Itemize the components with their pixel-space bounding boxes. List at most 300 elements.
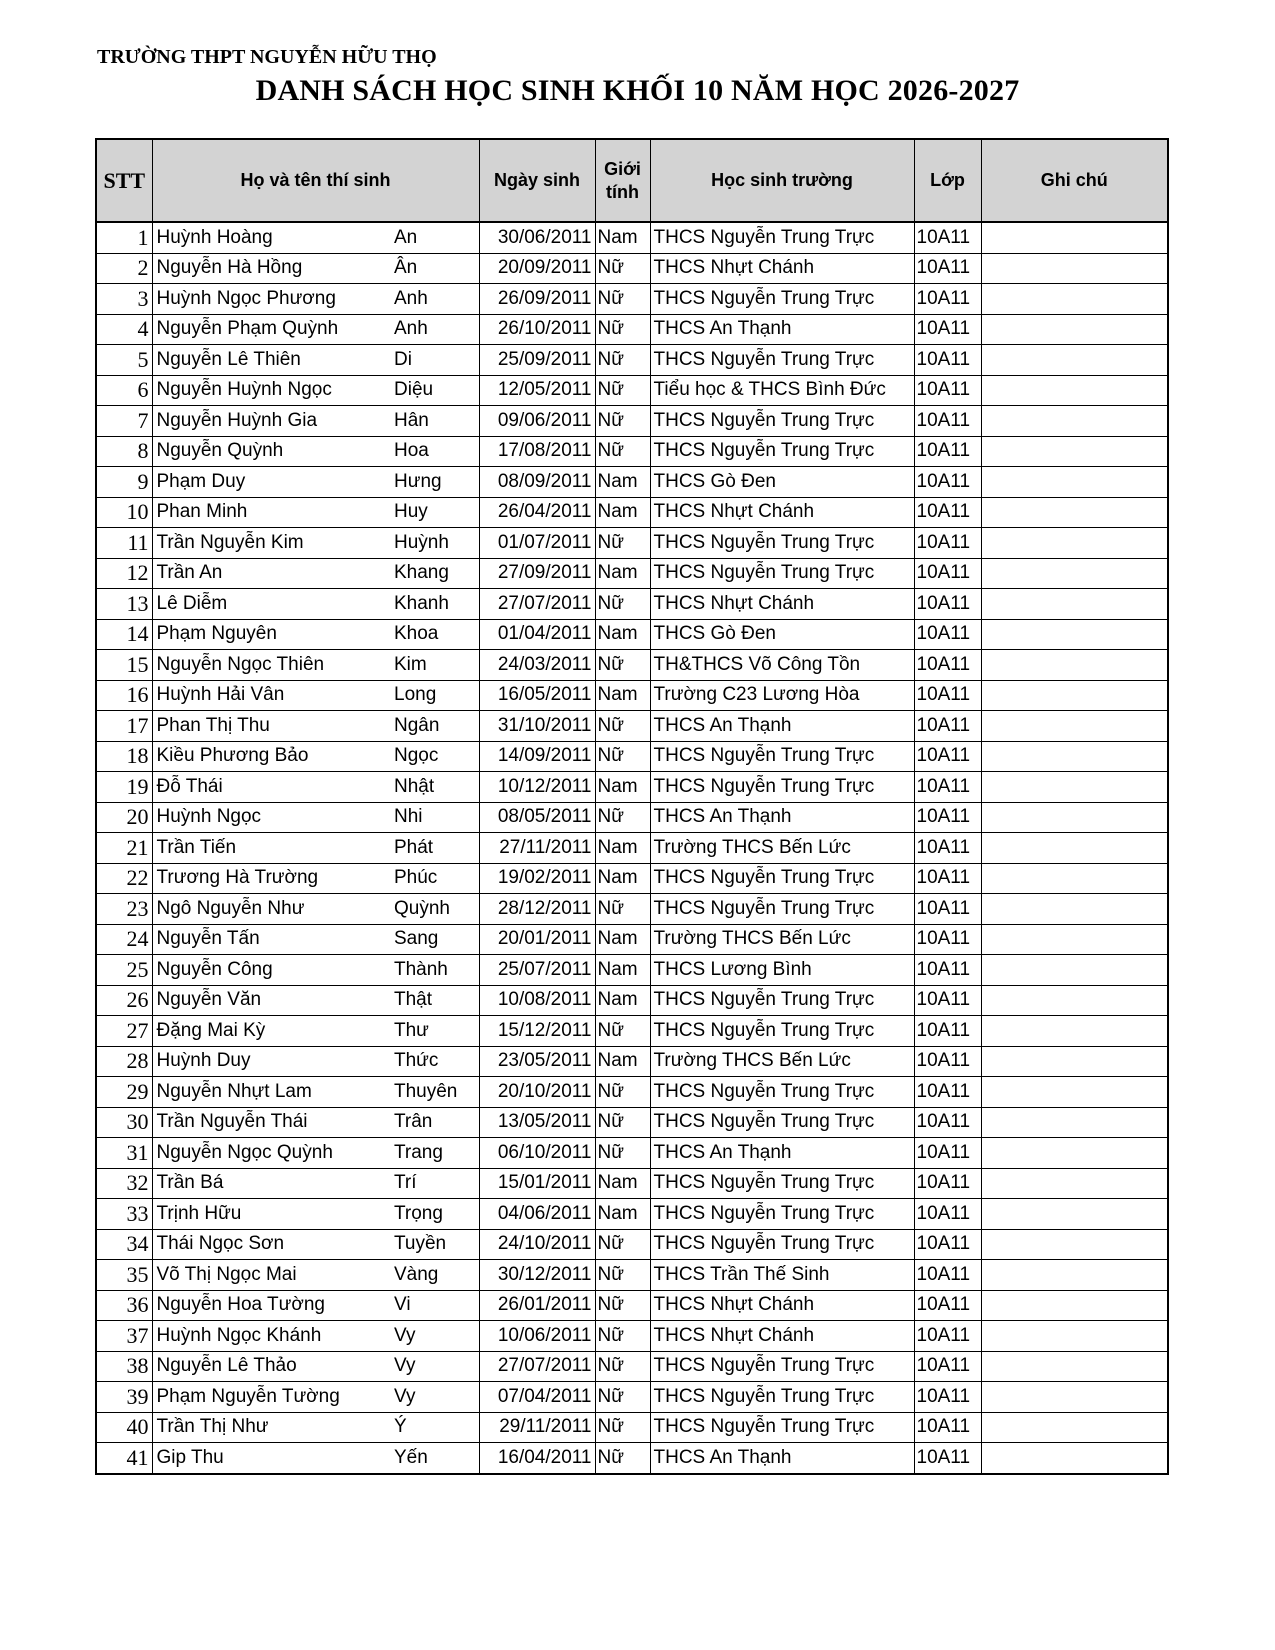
row-number: 36 (96, 1290, 152, 1321)
previous-school: Trường THCS Bến Lức (650, 833, 914, 864)
note (981, 619, 1168, 650)
student-surname: Võ Thị Ngọc Mai (152, 1260, 392, 1291)
row-number: 10 (96, 497, 152, 528)
gender: Nam (595, 924, 650, 955)
table-row (96, 680, 1168, 711)
note (981, 467, 1168, 498)
previous-school: THCS Trần Thế Sinh (650, 1260, 914, 1291)
date-of-birth: 17/08/2011 (479, 436, 595, 467)
note (981, 802, 1168, 833)
note (981, 1351, 1168, 1382)
previous-school: Trường C23 Lương Hòa (650, 680, 914, 711)
gender: Nữ (595, 1290, 650, 1321)
student-given-name: Ý (392, 1412, 479, 1443)
student-surname: Nguyễn Quỳnh (152, 436, 392, 467)
gender: Nam (595, 955, 650, 986)
row-number: 27 (96, 1016, 152, 1047)
student-given-name: Vàng (392, 1260, 479, 1291)
row-number: 6 (96, 375, 152, 406)
gender: Nữ (595, 1107, 650, 1138)
class-name: 10A11 (914, 863, 981, 894)
class-name: 10A11 (914, 650, 981, 681)
date-of-birth: 16/05/2011 (479, 680, 595, 711)
class-name: 10A11 (914, 985, 981, 1016)
class-name: 10A11 (914, 589, 981, 620)
gender: Nữ (595, 589, 650, 620)
table-row (96, 650, 1168, 681)
table-row (96, 1229, 1168, 1260)
student-given-name: Nhi (392, 802, 479, 833)
date-of-birth: 20/01/2011 (479, 924, 595, 955)
previous-school: THCS Gò Đen (650, 619, 914, 650)
student-surname: Nguyễn Công (152, 955, 392, 986)
gender: Nữ (595, 1077, 650, 1108)
previous-school: THCS Nguyễn Trung Trực (650, 985, 914, 1016)
student-given-name: Trân (392, 1107, 479, 1138)
row-number: 22 (96, 863, 152, 894)
student-surname: Nguyễn Ngọc Thiên (152, 650, 392, 681)
student-given-name: Anh (392, 314, 479, 345)
student-surname: Nguyễn Văn (152, 985, 392, 1016)
student-given-name: Trang (392, 1138, 479, 1169)
student-given-name: Thành (392, 955, 479, 986)
previous-school: THCS Nguyễn Trung Trực (650, 1107, 914, 1138)
note (981, 1260, 1168, 1291)
previous-school: THCS Nhựt Chánh (650, 497, 914, 528)
gender: Nữ (595, 741, 650, 772)
date-of-birth: 25/07/2011 (479, 955, 595, 986)
date-of-birth: 14/09/2011 (479, 741, 595, 772)
student-given-name: Thức (392, 1046, 479, 1077)
gender: Nữ (595, 1138, 650, 1169)
row-number: 40 (96, 1412, 152, 1443)
date-of-birth: 24/03/2011 (479, 650, 595, 681)
previous-school: Trường THCS Bến Lức (650, 924, 914, 955)
table-row (96, 1382, 1168, 1413)
note (981, 711, 1168, 742)
student-given-name: Ngân (392, 711, 479, 742)
date-of-birth: 20/10/2011 (479, 1077, 595, 1108)
table-row (96, 1443, 1168, 1474)
table-row (96, 1138, 1168, 1169)
note (981, 222, 1168, 253)
student-surname: Nguyễn Tấn (152, 924, 392, 955)
gender: Nữ (595, 650, 650, 681)
date-of-birth: 10/08/2011 (479, 985, 595, 1016)
previous-school: THCS Nguyễn Trung Trực (650, 863, 914, 894)
student-surname: Phạm Nguyễn Tường (152, 1382, 392, 1413)
gender: Nam (595, 497, 650, 528)
student-given-name: Ân (392, 253, 479, 284)
date-of-birth: 25/09/2011 (479, 345, 595, 376)
student-surname: Trần Nguyễn Thái (152, 1107, 392, 1138)
row-number: 32 (96, 1168, 152, 1199)
gender: Nam (595, 680, 650, 711)
class-name: 10A11 (914, 375, 981, 406)
class-name: 10A11 (914, 1351, 981, 1382)
class-name: 10A11 (914, 924, 981, 955)
previous-school: THCS Nguyễn Trung Trực (650, 345, 914, 376)
student-given-name: Anh (392, 284, 479, 315)
previous-school: TH&THCS Võ Công Tồn (650, 650, 914, 681)
note (981, 1412, 1168, 1443)
note (981, 1229, 1168, 1260)
student-given-name: Sang (392, 924, 479, 955)
gender: Nữ (595, 284, 650, 315)
gender: Nữ (595, 1351, 650, 1382)
date-of-birth: 30/06/2011 (479, 222, 595, 253)
note (981, 1321, 1168, 1352)
student-surname: Nguyễn Huỳnh Gia (152, 406, 392, 437)
row-number: 34 (96, 1229, 152, 1260)
table-row (96, 711, 1168, 742)
class-name: 10A11 (914, 1168, 981, 1199)
student-surname: Đặng Mai Kỳ (152, 1016, 392, 1047)
table-row (96, 1321, 1168, 1352)
previous-school: THCS Nguyễn Trung Trực (650, 406, 914, 437)
gender: Nữ (595, 1443, 650, 1474)
date-of-birth: 16/04/2011 (479, 1443, 595, 1474)
date-of-birth: 01/07/2011 (479, 528, 595, 559)
row-number: 23 (96, 894, 152, 925)
student-given-name: Khang (392, 558, 479, 589)
header-school: Học sinh trường (650, 139, 914, 222)
student-surname: Đỗ Thái (152, 772, 392, 803)
row-number: 2 (96, 253, 152, 284)
row-number: 1 (96, 222, 152, 253)
student-surname: Huỳnh Ngọc (152, 802, 392, 833)
note (981, 863, 1168, 894)
previous-school: THCS Nguyễn Trung Trực (650, 284, 914, 315)
note (981, 284, 1168, 315)
row-number: 31 (96, 1138, 152, 1169)
table-row (96, 863, 1168, 894)
note (981, 558, 1168, 589)
row-number: 41 (96, 1443, 152, 1474)
date-of-birth: 04/06/2011 (479, 1199, 595, 1230)
table-row (96, 253, 1168, 284)
date-of-birth: 12/05/2011 (479, 375, 595, 406)
student-given-name: Vy (392, 1382, 479, 1413)
note (981, 680, 1168, 711)
table-row (96, 802, 1168, 833)
date-of-birth: 31/10/2011 (479, 711, 595, 742)
table-row (96, 985, 1168, 1016)
note (981, 894, 1168, 925)
table-row (96, 1290, 1168, 1321)
row-number: 25 (96, 955, 152, 986)
date-of-birth: 01/04/2011 (479, 619, 595, 650)
row-number: 35 (96, 1260, 152, 1291)
gender: Nam (595, 985, 650, 1016)
date-of-birth: 26/10/2011 (479, 314, 595, 345)
gender: Nữ (595, 436, 650, 467)
class-name: 10A11 (914, 1107, 981, 1138)
student-given-name: Hưng (392, 467, 479, 498)
row-number: 5 (96, 345, 152, 376)
gender: Nữ (595, 406, 650, 437)
student-given-name: Huỳnh (392, 528, 479, 559)
previous-school: THCS An Thạnh (650, 711, 914, 742)
date-of-birth: 28/12/2011 (479, 894, 595, 925)
previous-school: THCS Nguyễn Trung Trực (650, 1077, 914, 1108)
note (981, 924, 1168, 955)
table-row (96, 1351, 1168, 1382)
note (981, 436, 1168, 467)
class-name: 10A11 (914, 1229, 981, 1260)
gender: Nữ (595, 802, 650, 833)
row-number: 15 (96, 650, 152, 681)
note (981, 406, 1168, 437)
student-given-name: Vi (392, 1290, 479, 1321)
student-given-name: Hân (392, 406, 479, 437)
table-row (96, 467, 1168, 498)
table-row (96, 589, 1168, 620)
class-name: 10A11 (914, 955, 981, 986)
table-row (96, 345, 1168, 376)
table-row (96, 772, 1168, 803)
class-name: 10A11 (914, 1199, 981, 1230)
table-row (96, 1077, 1168, 1108)
note (981, 955, 1168, 986)
header-gender: Giới tính (595, 139, 650, 222)
header-stt: STT (96, 139, 152, 222)
student-given-name: Di (392, 345, 479, 376)
previous-school: THCS Nguyễn Trung Trực (650, 1016, 914, 1047)
row-number: 3 (96, 284, 152, 315)
student-surname: Trương Hà Trường (152, 863, 392, 894)
student-given-name: Tuyền (392, 1229, 479, 1260)
note (981, 1077, 1168, 1108)
date-of-birth: 06/10/2011 (479, 1138, 595, 1169)
header-row (96, 139, 1168, 222)
note (981, 650, 1168, 681)
previous-school: THCS Nguyễn Trung Trực (650, 894, 914, 925)
previous-school: THCS An Thạnh (650, 802, 914, 833)
class-name: 10A11 (914, 497, 981, 528)
student-surname: Nguyễn Lê Thảo (152, 1351, 392, 1382)
previous-school: THCS Nguyễn Trung Trực (650, 436, 914, 467)
previous-school: THCS Nguyễn Trung Trực (650, 1229, 914, 1260)
table-row (96, 1046, 1168, 1077)
date-of-birth: 27/09/2011 (479, 558, 595, 589)
row-number: 20 (96, 802, 152, 833)
gender: Nam (595, 863, 650, 894)
student-given-name: Ngọc (392, 741, 479, 772)
gender: Nam (595, 1046, 650, 1077)
gender: Nam (595, 833, 650, 864)
student-surname: Nguyễn Hoa Tường (152, 1290, 392, 1321)
table-row (96, 375, 1168, 406)
row-number: 19 (96, 772, 152, 803)
class-name: 10A11 (914, 314, 981, 345)
gender: Nữ (595, 1229, 650, 1260)
note (981, 1107, 1168, 1138)
table-row (96, 406, 1168, 437)
date-of-birth: 10/06/2011 (479, 1321, 595, 1352)
row-number: 14 (96, 619, 152, 650)
note (981, 985, 1168, 1016)
header-class: Lớp (914, 139, 981, 222)
table-row (96, 741, 1168, 772)
gender: Nam (595, 222, 650, 253)
previous-school: THCS Nguyễn Trung Trực (650, 558, 914, 589)
row-number: 29 (96, 1077, 152, 1108)
gender: Nữ (595, 253, 650, 284)
date-of-birth: 19/02/2011 (479, 863, 595, 894)
class-name: 10A11 (914, 1412, 981, 1443)
previous-school: THCS Nhựt Chánh (650, 1290, 914, 1321)
student-surname: Phạm Nguyên (152, 619, 392, 650)
note (981, 589, 1168, 620)
previous-school: Trường THCS Bến Lức (650, 1046, 914, 1077)
gender: Nữ (595, 375, 650, 406)
class-name: 10A11 (914, 1016, 981, 1047)
class-name: 10A11 (914, 345, 981, 376)
student-given-name: Khanh (392, 589, 479, 620)
table-row (96, 1260, 1168, 1291)
row-number: 38 (96, 1351, 152, 1382)
student-given-name: An (392, 222, 479, 253)
student-surname: Phan Thị Thu (152, 711, 392, 742)
student-surname: Huỳnh Ngọc Khánh (152, 1321, 392, 1352)
student-given-name: Long (392, 680, 479, 711)
previous-school: THCS An Thạnh (650, 1138, 914, 1169)
previous-school: THCS Nguyễn Trung Trực (650, 772, 914, 803)
class-name: 10A11 (914, 1290, 981, 1321)
date-of-birth: 08/09/2011 (479, 467, 595, 498)
row-number: 17 (96, 711, 152, 742)
note (981, 741, 1168, 772)
class-name: 10A11 (914, 711, 981, 742)
gender: Nữ (595, 894, 650, 925)
student-surname: Trần Thị Như (152, 1412, 392, 1443)
table-row (96, 924, 1168, 955)
table-row (96, 497, 1168, 528)
table-row (96, 894, 1168, 925)
student-given-name: Huy (392, 497, 479, 528)
student-surname: Gip Thu (152, 1443, 392, 1474)
class-name: 10A11 (914, 1321, 981, 1352)
date-of-birth: 10/12/2011 (479, 772, 595, 803)
student-given-name: Phúc (392, 863, 479, 894)
previous-school: THCS Nguyễn Trung Trực (650, 741, 914, 772)
row-number: 21 (96, 833, 152, 864)
gender: Nam (595, 558, 650, 589)
student-surname: Phan Minh (152, 497, 392, 528)
table-body (96, 222, 1168, 1474)
date-of-birth: 08/05/2011 (479, 802, 595, 833)
gender: Nữ (595, 345, 650, 376)
class-name: 10A11 (914, 802, 981, 833)
table-row (96, 528, 1168, 559)
note (981, 1168, 1168, 1199)
gender: Nam (595, 772, 650, 803)
table-row (96, 558, 1168, 589)
row-number: 16 (96, 680, 152, 711)
table-row (96, 619, 1168, 650)
class-name: 10A11 (914, 436, 981, 467)
student-surname: Trịnh Hữu (152, 1199, 392, 1230)
class-name: 10A11 (914, 1260, 981, 1291)
student-given-name: Trọng (392, 1199, 479, 1230)
table-row (96, 284, 1168, 315)
date-of-birth: 27/07/2011 (479, 589, 595, 620)
previous-school: THCS Nhựt Chánh (650, 1321, 914, 1352)
class-name: 10A11 (914, 1138, 981, 1169)
class-name: 10A11 (914, 680, 981, 711)
row-number: 13 (96, 589, 152, 620)
row-number: 37 (96, 1321, 152, 1352)
student-surname: Kiều Phương Bảo (152, 741, 392, 772)
student-surname: Nguyễn Huỳnh Ngọc (152, 375, 392, 406)
date-of-birth: 30/12/2011 (479, 1260, 595, 1291)
table-row (96, 955, 1168, 986)
note (981, 1199, 1168, 1230)
gender: Nam (595, 467, 650, 498)
document-title: DANH SÁCH HỌC SINH KHỐI 10 NĂM HỌC 2026-2027 (255, 74, 1020, 107)
date-of-birth: 29/11/2011 (479, 1412, 595, 1443)
gender: Nữ (595, 1412, 650, 1443)
date-of-birth: 26/04/2011 (479, 497, 595, 528)
class-name: 10A11 (914, 528, 981, 559)
row-number: 12 (96, 558, 152, 589)
student-given-name: Thư (392, 1016, 479, 1047)
row-number: 30 (96, 1107, 152, 1138)
previous-school: THCS Lương Bình (650, 955, 914, 986)
student-surname: Lê Diễm (152, 589, 392, 620)
gender: Nữ (595, 1260, 650, 1291)
gender: Nữ (595, 314, 650, 345)
class-name: 10A11 (914, 467, 981, 498)
table-row (96, 436, 1168, 467)
gender: Nữ (595, 1321, 650, 1352)
class-name: 10A11 (914, 741, 981, 772)
previous-school: THCS An Thạnh (650, 1443, 914, 1474)
class-name: 10A11 (914, 558, 981, 589)
date-of-birth: 26/01/2011 (479, 1290, 595, 1321)
note (981, 833, 1168, 864)
date-of-birth: 26/09/2011 (479, 284, 595, 315)
class-name: 10A11 (914, 222, 981, 253)
student-surname: Huỳnh Hải Vân (152, 680, 392, 711)
header-note: Ghi chú (981, 139, 1168, 222)
previous-school: THCS Nguyễn Trung Trực (650, 1199, 914, 1230)
previous-school: THCS Nguyễn Trung Trực (650, 1351, 914, 1382)
student-given-name: Nhật (392, 772, 479, 803)
date-of-birth: 27/07/2011 (479, 1351, 595, 1382)
date-of-birth: 13/05/2011 (479, 1107, 595, 1138)
class-name: 10A11 (914, 1382, 981, 1413)
student-surname: Nguyễn Phạm Quỳnh (152, 314, 392, 345)
class-name: 10A11 (914, 894, 981, 925)
student-given-name: Hoa (392, 436, 479, 467)
student-surname: Nguyễn Lê Thiên (152, 345, 392, 376)
student-surname: Trần Tiến (152, 833, 392, 864)
table-row (96, 1168, 1168, 1199)
student-surname: Trần Bá (152, 1168, 392, 1199)
row-number: 9 (96, 467, 152, 498)
row-number: 8 (96, 436, 152, 467)
previous-school: THCS Nguyễn Trung Trực (650, 528, 914, 559)
student-given-name: Phát (392, 833, 479, 864)
row-number: 11 (96, 528, 152, 559)
note (981, 1046, 1168, 1077)
student-given-name: Yến (392, 1443, 479, 1474)
note (981, 375, 1168, 406)
class-name: 10A11 (914, 406, 981, 437)
gender: Nam (595, 1168, 650, 1199)
